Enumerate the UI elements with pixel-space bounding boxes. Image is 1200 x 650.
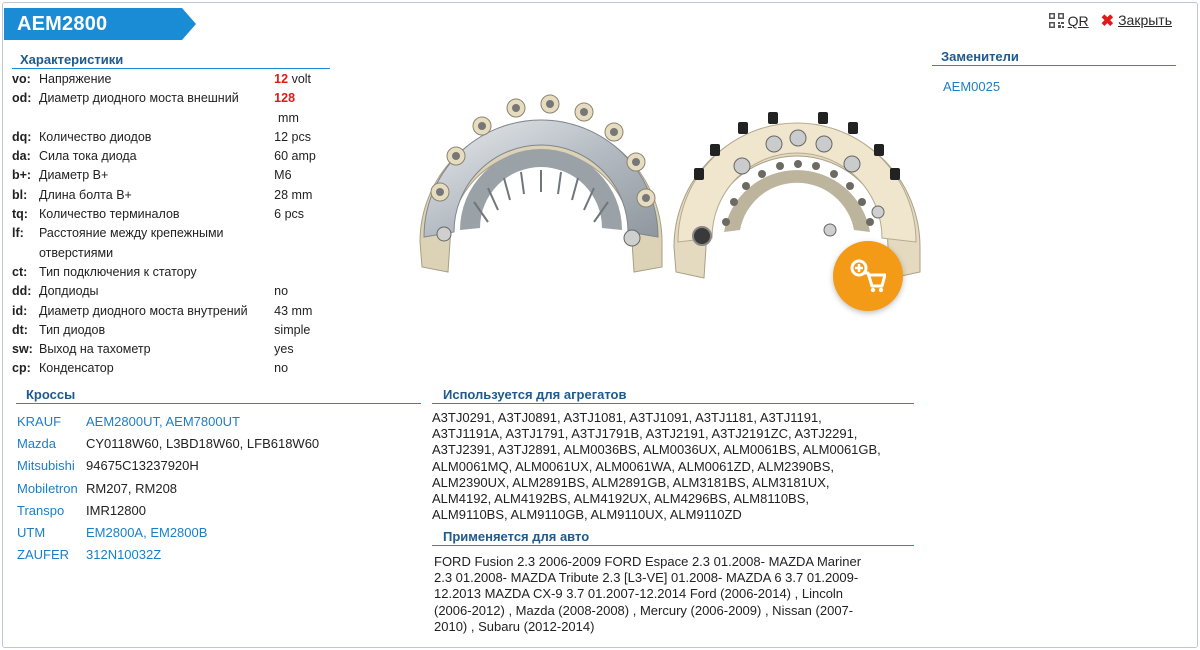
close-link[interactable] [1101, 11, 1172, 31]
characteristic-value-cell [274, 128, 332, 147]
crosses-heading: Кроссы [16, 387, 421, 404]
cross-codes: 94675C13237920H [86, 458, 199, 474]
characteristic-row [12, 186, 332, 205]
replacements-list [943, 79, 1000, 94]
cars-list [434, 554, 904, 635]
cross-brand: ZAUFER [17, 547, 69, 563]
characteristic-label: Расстояние между крепежными отверстиями [38, 226, 224, 260]
product-code: AEM2800 [17, 13, 108, 35]
characteristics-heading: Характеристики [12, 52, 330, 69]
characteristic-code: b+: [12, 168, 32, 183]
characteristic-row [12, 263, 332, 282]
characteristic-row [12, 340, 332, 359]
cross-row [17, 500, 417, 522]
characteristic-row [12, 166, 332, 185]
characteristic-row [12, 321, 332, 340]
cross-brand: Mitsubishi [17, 458, 75, 474]
characteristic-unit: mm [278, 110, 299, 125]
characteristic-row [12, 224, 332, 263]
characteristic-label: Количество терминалов [38, 207, 180, 222]
characteristic-code: dd: [12, 284, 32, 299]
car-line: 2.3 01.2008- MAZDA Tribute 2.3 [L3-VE] 01.2008- MAZDA 6 3.7 01.2009- [434, 570, 859, 586]
characteristic-label: Диаметр диодного моста внешний [38, 91, 239, 106]
characteristic-code: bl: [12, 187, 28, 202]
cross-codes[interactable]: AEM2800UT, AEM7800UT [86, 414, 240, 429]
cross-row [17, 411, 417, 433]
cross-codes: IMR12800 [86, 502, 146, 518]
qr-icon [1049, 13, 1064, 28]
replacement-link[interactable]: AEM0025 [943, 79, 1001, 94]
characteristic-value: no [274, 284, 289, 299]
characteristic-code: vo: [12, 72, 31, 86]
cross-codes: CY0118W60, L3BD18W60, LFB618W60 [86, 436, 320, 452]
characteristic-code: od: [12, 91, 32, 106]
product-title-banner [4, 8, 196, 40]
car-line: (2006-2012) , Mazda (2008-2008) , Mercury (2006-2009) , Nissan (2007- [434, 602, 854, 618]
characteristic-value: 128 [274, 91, 296, 106]
characteristic-value: M6 [274, 168, 292, 183]
aggregate-line: A3TJ0291, A3TJ0891, A3TJ1081, A3TJ1091, A3TJ1181, A3TJ1191, [432, 410, 822, 425]
characteristic-row [12, 147, 332, 166]
characteristic-value: simple [274, 322, 311, 337]
cross-codes[interactable]: EM2800A, EM2800B [86, 525, 208, 541]
cross-row [17, 544, 417, 566]
characteristic-label: Количество диодов [38, 129, 152, 144]
characteristic-code: dq: [12, 129, 32, 144]
characteristic-label: Диаметр B+ [38, 168, 109, 183]
characteristic-value: 43 mm [274, 303, 313, 318]
aggregate-line: A3TJ1191A, A3TJ1791, A3TJ1791B, A3TJ2191, A3TJ2191ZC, A3TJ2291, [432, 426, 858, 442]
characteristic-label: Тип диодов [38, 322, 106, 337]
cross-codes[interactable]: 312N10032Z [86, 547, 162, 563]
characteristic-row [12, 128, 332, 147]
characteristic-code: sw: [12, 342, 33, 357]
characteristic-row [12, 205, 332, 224]
characteristic-value-cell [274, 302, 332, 321]
aggregate-line: ALM9110BS, ALM9110GB, ALM9110UX, ALM9110ZD [432, 507, 742, 523]
characteristic-code: da: [12, 149, 31, 164]
characteristic-label: Выход на тахометр [38, 342, 151, 357]
aggregates-heading: Используется для агрегатов [432, 387, 914, 404]
characteristic-label: Конденсатор [38, 361, 114, 376]
car-line: 12.2013 MAZDA CX-9 3.7 01.2007-12.2014 Ford (2006-2014) , Lincoln [434, 586, 844, 602]
aggregates-list [432, 410, 917, 523]
characteristic-value: yes [274, 342, 294, 357]
characteristic-value-cell [274, 282, 332, 301]
crosses-table [17, 411, 417, 566]
characteristic-label: Допдиоды [38, 284, 99, 299]
characteristic-code: cp: [12, 361, 31, 376]
aggregate-line: ALM2390UX, ALM2891BS, ALM2891GB, ALM3181BS, ALM3181UX, [432, 474, 830, 490]
aggregate-line: ALM4192, ALM4192BS, ALM4192UX, ALM4296BS, ALM8110BS, [432, 491, 810, 507]
characteristic-label: Сила тока диода [38, 149, 137, 164]
characteristic-code: tq: [12, 207, 28, 222]
characteristic-value: 12 pcs [274, 129, 312, 144]
characteristic-value-cell [274, 321, 332, 340]
top-links [1049, 11, 1172, 31]
characteristic-row [12, 302, 332, 321]
cross-row [17, 522, 417, 544]
cross-brand: KRAUF [17, 414, 62, 429]
characteristic-row [12, 359, 332, 378]
car-line: FORD Fusion 2.3 2006-2009 FORD Espace 2.3 01.2008- MAZDA Mariner [434, 554, 862, 569]
qr-label[interactable]: QR [1067, 13, 1089, 29]
characteristic-row [12, 282, 332, 301]
characteristic-value-cell [274, 205, 332, 224]
characteristic-value-cell [274, 166, 332, 185]
aggregate-line: ALM0061MQ, ALM0061UX, ALM0061WA, ALM0061ZD, ALM2390BS, [432, 458, 835, 474]
cart-icon [850, 259, 886, 293]
characteristic-value: 60 amp [274, 149, 316, 164]
car-line: 2010) , Subaru (2012-2014) [434, 618, 595, 634]
cross-row [17, 455, 417, 477]
close-label[interactable]: Закрыть [1118, 12, 1172, 28]
cross-brand: UTM [17, 525, 46, 541]
replacements-heading: Заменители [932, 49, 1176, 66]
characteristic-code: lf: [12, 226, 24, 241]
characteristic-value: no [274, 361, 289, 376]
cross-row [17, 433, 417, 455]
cross-codes: RM207, RM208 [86, 480, 178, 496]
diode-bridge-photo-back [410, 82, 672, 282]
characteristic-row [12, 70, 332, 89]
characteristic-code: dt: [12, 322, 28, 337]
characteristic-label: Тип подключения к статору [38, 264, 197, 279]
characteristic-value: 12 [274, 72, 289, 86]
characteristic-value: 28 mm [274, 187, 313, 202]
characteristic-value-cell [274, 89, 332, 108]
characteristic-value-cell [274, 224, 332, 263]
characteristic-value: 6 pcs [274, 207, 305, 222]
cross-brand: Transpo [17, 502, 65, 518]
qr-link[interactable] [1049, 13, 1089, 29]
characteristic-unit: volt [291, 72, 312, 86]
cross-row [17, 478, 417, 500]
characteristic-value-cell [274, 263, 332, 282]
spacer [12, 109, 39, 128]
characteristic-label: Напряжение [38, 72, 112, 86]
characteristic-label: Длина болта B+ [38, 187, 132, 202]
characteristic-value-cell [274, 359, 332, 378]
characteristics-table [12, 70, 332, 379]
close-icon: ✖ [1100, 13, 1115, 30]
aggregate-line: A3TJ2391, A3TJ2891, ALM0036BS, ALM0036UX, ALM0061BS, ALM0061GB, [432, 442, 881, 458]
characteristic-value-cell [274, 147, 332, 166]
characteristic-value-cell [274, 340, 332, 359]
cross-brand: Mobiletron [17, 480, 78, 496]
cross-brand: Mazda [17, 436, 57, 452]
characteristic-value-cell [274, 186, 332, 205]
cars-heading: Применяется для авто [432, 529, 914, 546]
characteristic-label: Диаметр диодного моста внутрений [38, 303, 248, 318]
characteristic-row [12, 89, 332, 108]
add-to-cart-button[interactable] [833, 241, 903, 311]
spacer [39, 109, 274, 128]
characteristic-code: ct: [12, 264, 28, 279]
characteristic-unit-row [12, 109, 332, 128]
characteristic-code: id: [12, 303, 28, 318]
characteristic-value-cell [274, 70, 332, 89]
